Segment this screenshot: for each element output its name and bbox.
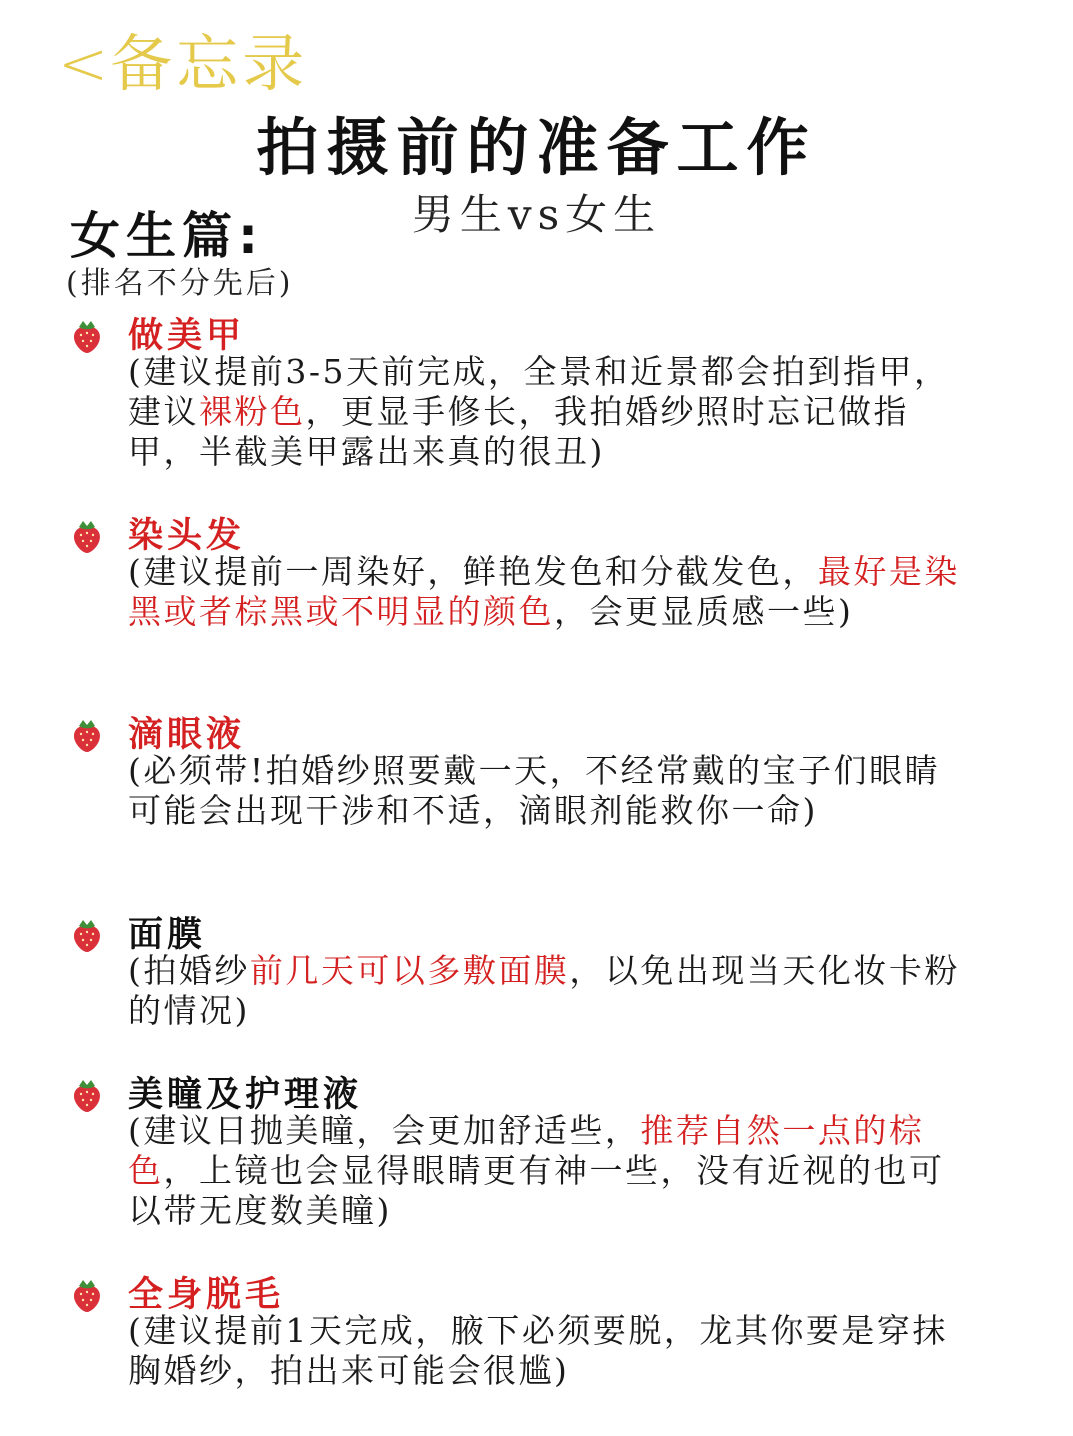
item-heading: 滴眼液 xyxy=(128,715,246,755)
item-body xyxy=(128,1111,968,1231)
item-body xyxy=(128,352,968,472)
item-body-text: ，上镜也会显得眼睛更有神一些，没有近视的也可以带无度数美瞳) xyxy=(128,1151,945,1230)
item-highlight: 裸粉色 xyxy=(199,392,306,431)
item-heading: 做美甲 xyxy=(128,316,246,356)
item-heading: 染头发 xyxy=(128,516,246,556)
section-title: 女生篇: xyxy=(70,207,264,265)
item-heading: 美瞳及护理液 xyxy=(128,1075,363,1115)
section-note: (排名不分先后) xyxy=(66,266,294,301)
strawberry-icon xyxy=(70,917,104,953)
strawberry-icon xyxy=(70,717,104,753)
item-body xyxy=(128,552,968,632)
item-body xyxy=(128,751,968,831)
item-body-text: (建议提前一周染好，鲜艳发色和分截发色， xyxy=(128,552,818,591)
back-label: 备忘录 xyxy=(110,27,309,100)
item-body-text: (建议提前3-5天前完成，全景和近景都会拍到指甲，建议 xyxy=(128,352,950,431)
page-subtitle: 男生vs女生 xyxy=(411,190,662,239)
item-body-text: (拍婚纱 xyxy=(128,951,250,990)
strawberry-icon xyxy=(70,1277,104,1313)
strawberry-icon xyxy=(70,518,104,554)
item-body-text: ，更显手修长，我拍婚纱照时忘记做指甲，半截美甲露出来真的很丑) xyxy=(128,392,909,471)
item-body xyxy=(128,1311,968,1391)
item-heading: 面膜 xyxy=(128,915,207,955)
chevron-left-icon: < xyxy=(58,29,109,99)
back-button[interactable] xyxy=(58,28,308,100)
item-body-text: (建议提前1天完成，腋下必须要脱，龙其你要是穿抹胸婚纱，拍出来可能会很尴) xyxy=(128,1311,948,1390)
item-heading: 全身脱毛 xyxy=(128,1275,285,1315)
strawberry-icon xyxy=(70,1077,104,1113)
item-highlight: 推荐自然一点的棕色 xyxy=(128,1111,925,1190)
item-body-text: (必须带!拍婚纱照要戴一天，不经常戴的宝子们眼睛可能会出现干涉和不适，滴眼剂能救你一命) xyxy=(128,751,941,830)
item-body-text: ，会更显质感一些) xyxy=(554,592,854,631)
item-body xyxy=(128,951,968,1031)
item-body-text: ，以免出现当天化妆卡粉的情况) xyxy=(128,951,960,1030)
page-title: 拍摄前的准备工作 xyxy=(256,111,817,184)
item-body-text: (建议日抛美瞳，会更加舒适些， xyxy=(128,1111,641,1150)
strawberry-icon xyxy=(70,318,104,354)
item-highlight: 前几天可以多敷面膜 xyxy=(249,951,570,990)
item-highlight: 最好是染黑或者棕黑或不明显的颜色 xyxy=(128,552,960,631)
